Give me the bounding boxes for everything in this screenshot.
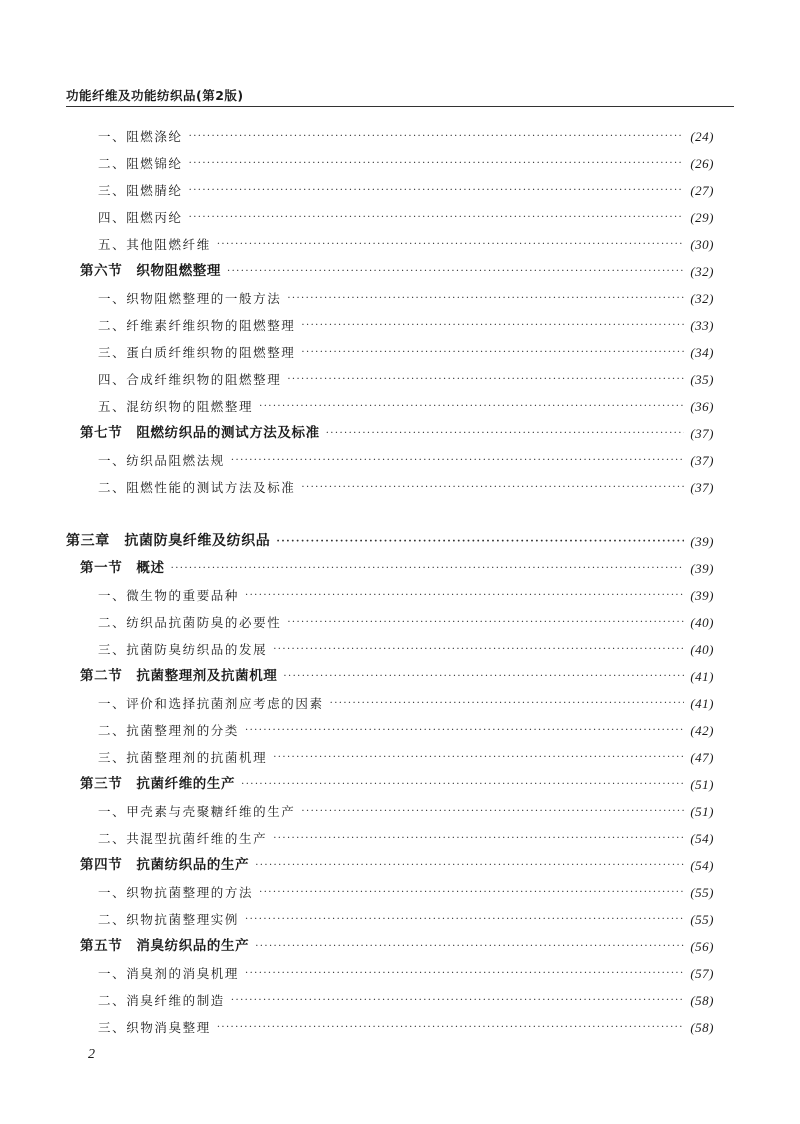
toc-item-row[interactable] [66, 393, 714, 420]
toc-section-label: 第二节 抗菌整理剂及抗菌机理 [80, 668, 278, 684]
toc-item-row[interactable] [66, 636, 714, 663]
toc-item-label: 三、蛋白质纤维织物的阻燃整理 [98, 345, 296, 360]
toc-page-number: (26) [690, 156, 714, 171]
toc-item-row[interactable] [66, 798, 714, 825]
dot-leader [330, 690, 685, 717]
toc-section-label: 第七节 阻燃纺织品的测试方法及标准 [80, 425, 320, 441]
toc-section-row[interactable] [66, 771, 714, 798]
dot-leader [259, 879, 684, 906]
toc-page-number: (57) [690, 966, 714, 981]
dot-leader [245, 582, 684, 609]
toc-item-label: 一、织物阻燃整理的一般方法 [98, 291, 282, 306]
dot-leader [227, 258, 684, 285]
dot-leader [326, 420, 685, 447]
toc-page-number: (37) [690, 426, 714, 441]
toc-item-label: 三、抗菌整理剂的抗菌机理 [98, 750, 268, 765]
toc-item-row[interactable] [66, 285, 714, 312]
toc-page-number: (29) [690, 210, 714, 225]
toc-item-row[interactable] [66, 960, 714, 987]
toc-page-number: (36) [690, 399, 714, 414]
toc-item-label: 五、混纺织物的阻燃整理 [98, 399, 254, 414]
toc-page-number: (58) [690, 993, 714, 1008]
header-divider [66, 106, 734, 107]
toc-item-label: 一、评价和选择抗菌剂应考虑的因素 [98, 696, 324, 711]
dot-leader [283, 663, 684, 690]
toc-item-row[interactable] [66, 717, 714, 744]
toc-page-number: (37) [690, 453, 714, 468]
toc-section-label: 第三节 抗菌纤维的生产 [80, 776, 236, 792]
toc-page-number: (55) [690, 885, 714, 900]
dot-leader [301, 312, 684, 339]
toc-page-number: (51) [690, 804, 714, 819]
toc-item-row[interactable] [66, 987, 714, 1014]
toc-page-number: (32) [690, 264, 714, 279]
toc-item-row[interactable] [66, 582, 714, 609]
dot-leader [171, 555, 685, 582]
toc-page-number: (39) [690, 534, 714, 549]
toc-page-number: (58) [690, 1020, 714, 1035]
toc-item-row[interactable] [66, 123, 714, 150]
toc-item-row[interactable] [66, 312, 714, 339]
dot-leader [189, 123, 685, 150]
toc-item-label: 三、阻燃腈纶 [98, 183, 183, 198]
dot-leader [273, 825, 684, 852]
toc-item-label: 二、阻燃锦纶 [98, 156, 183, 171]
toc-item-label: 一、纺织品阻燃法规 [98, 453, 225, 468]
toc-item-row[interactable] [66, 366, 714, 393]
dot-leader [301, 798, 684, 825]
toc-item-row[interactable] [66, 879, 714, 906]
toc-item-label: 一、消臭剂的消臭机理 [98, 966, 240, 981]
toc-page-number: (27) [690, 183, 714, 198]
dot-leader [241, 771, 684, 798]
toc-item-label: 二、共混型抗菌纤维的生产 [98, 831, 268, 846]
toc-section-row[interactable] [66, 852, 714, 879]
toc-section-label: 第六节 织物阻燃整理 [80, 263, 221, 279]
dot-leader [301, 474, 684, 501]
table-of-contents [66, 123, 714, 1041]
dot-leader [276, 528, 684, 555]
toc-item-label: 五、其他阻燃纤维 [98, 237, 211, 252]
toc-page-number: (32) [690, 291, 714, 306]
dot-leader [217, 1014, 685, 1041]
toc-item-label: 三、抗菌防臭纺织品的发展 [98, 642, 268, 657]
toc-item-label: 二、消臭纤维的制造 [98, 993, 225, 1008]
dot-leader [287, 609, 684, 636]
toc-page-number: (41) [690, 669, 714, 684]
toc-chapter-row[interactable] [66, 528, 714, 555]
toc-item-row[interactable] [66, 204, 714, 231]
toc-item-row[interactable] [66, 474, 714, 501]
toc-item-label: 一、微生物的重要品种 [98, 588, 240, 603]
dot-leader [259, 393, 684, 420]
dot-leader [189, 150, 685, 177]
toc-page-number: (47) [690, 750, 714, 765]
toc-page-number: (39) [690, 588, 714, 603]
running-header-title: 功能纤维及功能纺织品(第2版) [66, 88, 244, 103]
toc-section-label: 第一节 概述 [80, 560, 165, 576]
dot-leader [255, 852, 684, 879]
toc-page-number: (40) [690, 642, 714, 657]
toc-page-number: (33) [690, 318, 714, 333]
toc-section-row[interactable] [66, 420, 714, 447]
toc-page-number: (40) [690, 615, 714, 630]
dot-leader [217, 231, 685, 258]
toc-page-number: (54) [690, 831, 714, 846]
toc-page-number: (34) [690, 345, 714, 360]
toc-item-label: 三、织物消臭整理 [98, 1020, 211, 1035]
toc-section-label: 第四节 抗菌纺织品的生产 [80, 857, 250, 873]
toc-item-label: 一、阻燃涤纶 [98, 129, 183, 144]
toc-section-row[interactable] [66, 258, 714, 285]
toc-page-number: (56) [690, 939, 714, 954]
toc-item-row[interactable] [66, 231, 714, 258]
dot-leader [287, 366, 684, 393]
toc-item-row[interactable] [66, 609, 714, 636]
dot-leader [231, 987, 684, 1014]
toc-item-row[interactable] [66, 1014, 714, 1041]
toc-item-label: 二、阻燃性能的测试方法及标准 [98, 480, 296, 495]
dot-leader [189, 204, 685, 231]
toc-item-label: 二、织物抗菌整理实例 [98, 912, 240, 927]
toc-item-label: 一、织物抗菌整理的方法 [98, 885, 254, 900]
toc-page-number: (54) [690, 858, 714, 873]
toc-page-number: (41) [690, 696, 714, 711]
dot-leader [245, 960, 684, 987]
toc-page-number: (42) [690, 723, 714, 738]
dot-leader [245, 717, 684, 744]
toc-page-number: (51) [690, 777, 714, 792]
toc-page-number: (37) [690, 480, 714, 495]
toc-item-row[interactable] [66, 150, 714, 177]
toc-item-row[interactable] [66, 690, 714, 717]
dot-leader [301, 339, 684, 366]
dot-leader [273, 744, 684, 771]
toc-chapter-label: 第三章 抗菌防臭纤维及纺织品 [66, 533, 271, 549]
toc-item-row[interactable] [66, 744, 714, 771]
toc-item-label: 一、甲壳素与壳聚糖纤维的生产 [98, 804, 296, 819]
toc-item-row[interactable] [66, 906, 714, 933]
toc-page-number: (35) [690, 372, 714, 387]
toc-item-row[interactable] [66, 825, 714, 852]
toc-item-row[interactable] [66, 339, 714, 366]
toc-page-number: (39) [690, 561, 714, 576]
page-number: 2 [88, 1047, 95, 1062]
toc-item-label: 四、阻燃丙纶 [98, 210, 183, 225]
dot-leader [273, 636, 684, 663]
toc-item-label: 二、纤维素纤维织物的阻燃整理 [98, 318, 296, 333]
toc-item-label: 二、纺织品抗菌防臭的必要性 [98, 615, 282, 630]
toc-section-row[interactable] [66, 663, 714, 690]
dot-leader [231, 447, 684, 474]
dot-leader [255, 933, 684, 960]
toc-item-row[interactable] [66, 177, 714, 204]
toc-section-label: 第五节 消臭纺织品的生产 [80, 938, 250, 954]
toc-item-label: 四、合成纤维织物的阻燃整理 [98, 372, 282, 387]
toc-section-row[interactable] [66, 933, 714, 960]
toc-page-number: (55) [690, 912, 714, 927]
dot-leader [245, 906, 684, 933]
toc-section-row[interactable] [66, 555, 714, 582]
toc-item-row[interactable] [66, 447, 714, 474]
toc-page-number: (24) [690, 129, 714, 144]
dot-leader [287, 285, 684, 312]
toc-page-number: (30) [690, 237, 714, 252]
dot-leader [189, 177, 685, 204]
toc-item-label: 二、抗菌整理剂的分类 [98, 723, 240, 738]
